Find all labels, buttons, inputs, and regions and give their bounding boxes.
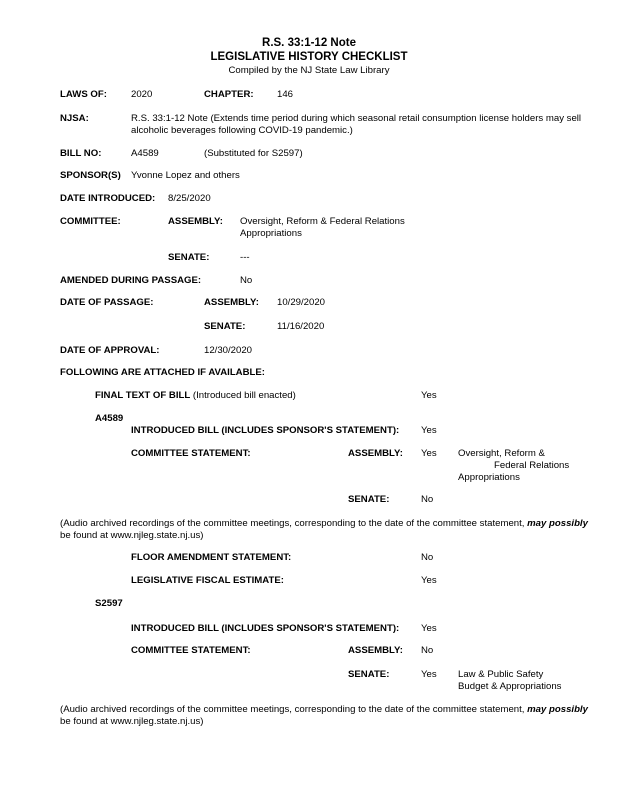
passage-senate-label: SENATE: [204, 321, 246, 332]
audio-note-1-emphasis: may possibly [527, 518, 588, 529]
fiscal-estimate-value: Yes [421, 575, 437, 586]
date-introduced-label: DATE INTRODUCED: [60, 193, 156, 204]
document-title: R.S. 33:1-12 Note [262, 37, 356, 49]
a4589-assembly-label: ASSEMBLY: [348, 448, 403, 459]
passage-assembly-label: ASSEMBLY: [204, 297, 259, 308]
audio-note-1-link-line: be found at www.njleg.state.nj.us) [60, 530, 204, 541]
a4589-assembly-committee-line-3: Appropriations [458, 472, 520, 483]
sponsor-value: Yvonne Lopez and others [131, 170, 240, 181]
document-subtitle: LEGISLATIVE HISTORY CHECKLIST [210, 51, 408, 63]
s2597-introduced-label: INTRODUCED BILL (INCLUDES SPONSOR'S STATEMENT): [131, 623, 400, 634]
s2597-senate-committee-line-2: Budget & Appropriations [458, 681, 562, 692]
s2597-senate-value: Yes [421, 669, 437, 680]
passage-assembly-value: 10/29/2020 [277, 297, 326, 308]
floor-amendment-value: No [421, 552, 434, 563]
chapter-value: 146 [277, 89, 294, 100]
date-introduced-value: 8/25/2020 [168, 193, 211, 204]
s2597-senate-committee-line-1: Law & Public Safety [458, 669, 544, 680]
a4589-committee-label: COMMITTEE STATEMENT: [131, 448, 251, 459]
njsa-label: NJSA: [60, 113, 89, 124]
sponsor-label: SPONSOR(S) [60, 170, 121, 181]
committee-assembly-label: ASSEMBLY: [168, 216, 223, 227]
passage-label: DATE OF PASSAGE: [60, 297, 154, 308]
audio-note-1-text: (Audio archived recordings of the committee meetings, corresponding to the date of the committee statement, [60, 518, 528, 529]
laws-of-value: 2020 [131, 89, 153, 100]
s2597-committee-label: COMMITTEE STATEMENT: [131, 645, 251, 656]
a4589-senate-value: No [421, 494, 434, 505]
laws-of-label: LAWS OF: [60, 89, 107, 100]
amended-label: AMENDED DURING PASSAGE: [60, 275, 202, 286]
njsa-line-2: alcoholic beverages following COVID-19 pandemic.) [131, 125, 353, 136]
s2597-heading: S2597 [95, 598, 123, 609]
final-text-label: FINAL TEXT OF BILL [95, 390, 191, 401]
committee-label: COMMITTEE: [60, 216, 121, 227]
s2597-introduced-value: Yes [421, 623, 437, 634]
audio-note-1 [60, 518, 588, 530]
committee-senate-value: --- [240, 252, 250, 263]
a4589-introduced-value: Yes [421, 425, 437, 436]
chapter-label: CHAPTER: [204, 89, 254, 100]
audio-note-2-text: (Audio archived recordings of the committee meetings, corresponding to the date of the committee statement, [60, 704, 528, 715]
audio-note-2 [60, 704, 588, 716]
a4589-assembly-committee-line-2: Federal Relations [494, 460, 570, 471]
audio-note-2-link-line: be found at www.njleg.state.nj.us) [60, 716, 204, 727]
a4589-assembly-value: Yes [421, 448, 437, 459]
audio-note-2-emphasis: may possibly [527, 704, 588, 715]
final-text-note: (Introduced bill enacted) [192, 390, 296, 401]
s2597-assembly-label: ASSEMBLY: [348, 645, 403, 656]
substituted-note: (Substituted for S2597) [204, 148, 303, 159]
a4589-heading: A4589 [95, 413, 124, 424]
bill-no-label: BILL NO: [60, 148, 102, 159]
amended-value: No [240, 275, 253, 286]
s2597-assembly-value: No [421, 645, 434, 656]
a4589-senate-label: SENATE: [348, 494, 390, 505]
njsa-line-1: R.S. 33:1-12 Note (Extends time period during which seasonal retail consumption license holders may sell [131, 113, 582, 124]
following-heading: FOLLOWING ARE ATTACHED IF AVAILABLE: [60, 367, 265, 378]
committee-assembly-line-1: Oversight, Reform & Federal Relations [240, 216, 405, 227]
final-text-row [95, 390, 296, 402]
final-text-value: Yes [421, 390, 437, 401]
a4589-introduced-label: INTRODUCED BILL (INCLUDES SPONSOR'S STATEMENT): [131, 425, 400, 436]
committee-senate-label: SENATE: [168, 252, 210, 263]
passage-senate-value: 11/16/2020 [277, 321, 325, 332]
compiled-by: Compiled by the NJ State Law Library [228, 65, 390, 76]
approval-label: DATE OF APPROVAL: [60, 345, 160, 356]
bill-no-value: A4589 [131, 148, 159, 159]
floor-amendment-label: FLOOR AMENDMENT STATEMENT: [131, 552, 292, 563]
committee-assembly-line-2: Appropriations [240, 228, 302, 239]
fiscal-estimate-label: LEGISLATIVE FISCAL ESTIMATE: [131, 575, 284, 586]
approval-value: 12/30/2020 [204, 345, 253, 356]
s2597-senate-label: SENATE: [348, 669, 390, 680]
a4589-assembly-committee-line-1: Oversight, Reform & [458, 448, 545, 459]
